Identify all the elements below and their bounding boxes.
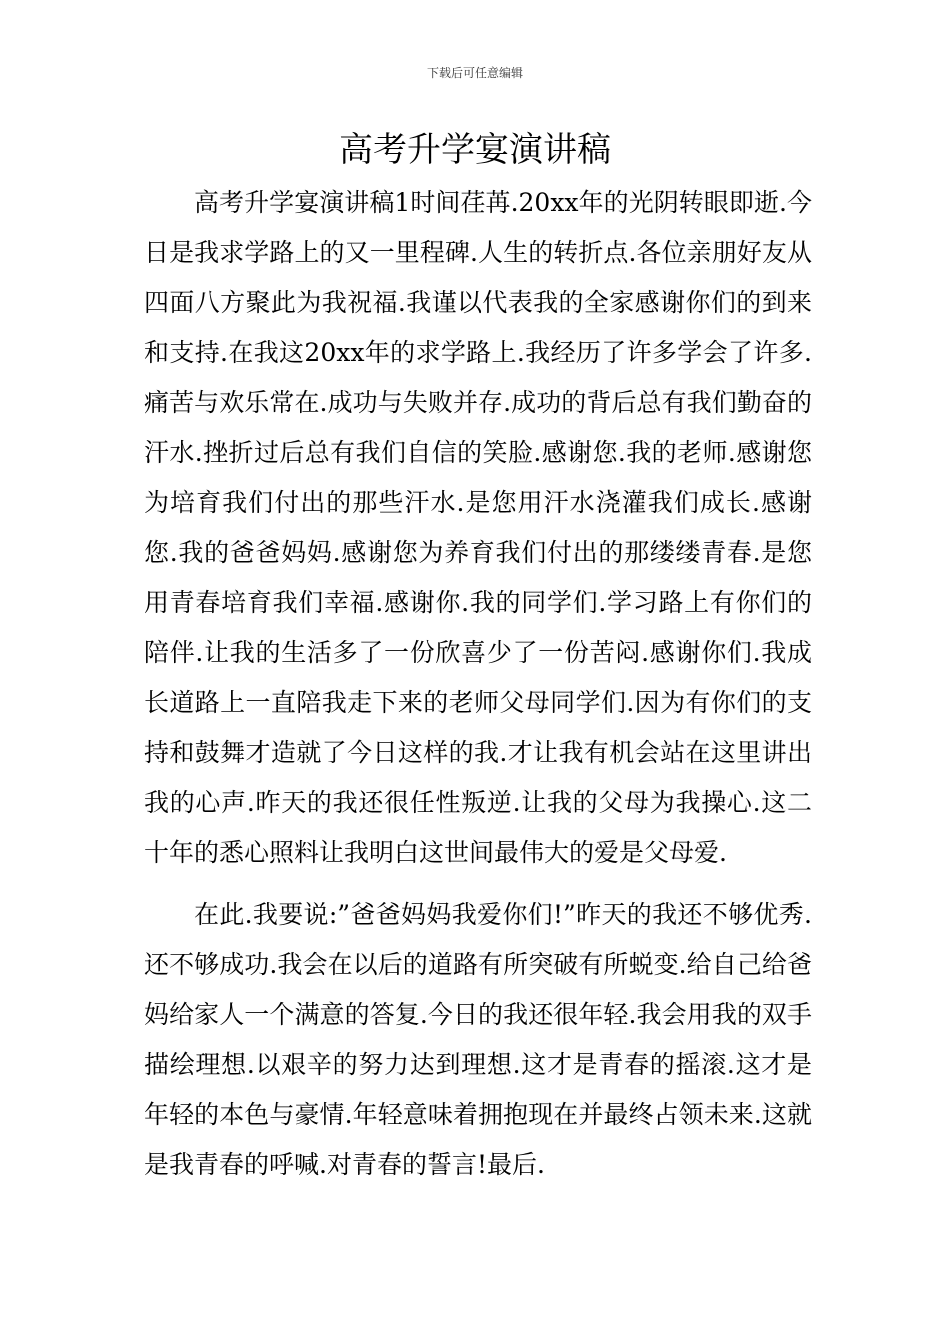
document-body (144, 178, 812, 1190)
document-title: 高考升学宴演讲稿 (339, 130, 611, 170)
paragraph-2: 在此.我要说:”爸爸妈妈我爱你们!”昨天的我还不够优秀.还不够成功.我会在以后的道路有所突破有所蜕变.给自己给爸妈给家人一个满意的答复.今日的我还很年轻.我会用我的双手描绘理想.以艰辛的努力达到理想.这才是青春的摇滚.这才是年轻的本色与豪情.年轻意味着拥抱现在并最终占领未来.这就是我青春的呼喊.对青春的誓言!最后. (144, 900, 812, 1179)
paragraph-1: 高考升学宴演讲稿1时间荏苒.20xx年的光阴转眼即逝.今日是我求学路上的又一里程碑.人生的转折点.各位亲朋好友从四面八方聚此为我祝福.我谨以代表我的全家感谢你们的到来和支持.在我这20xx年的求学路上.我经历了许多学会了许多.痛苦与欢乐常在.成功与失败并存.成功的背后总有我们勤奋的汗水.挫折过后总有我们自信的笑脸.感谢您.我的老师.感谢您为培育我们付出的那些汗水.是您用汗水浇灌我们成长.感谢您.我的爸爸妈妈.感谢您为养育我们付出的那缕缕青春.是您用青春培育我们幸福.感谢你.我的同学们.学习路上有你们的陪伴.让我的生活多了一份欣喜少了一份苦闷.感谢你们.我成长道路上一直陪我走下来的老师父母同学们.因为有你们的支持和鼓舞才造就了今日这样的我.才让我有机会站在这里讲出我的心声.昨天的我还很任性叛逆.让我的父母为我操心.这二十年的悉心照料让我明白这世间最伟大的爱是父母爱. (144, 188, 812, 867)
header-note: 下载后可任意编辑 (426, 66, 523, 80)
